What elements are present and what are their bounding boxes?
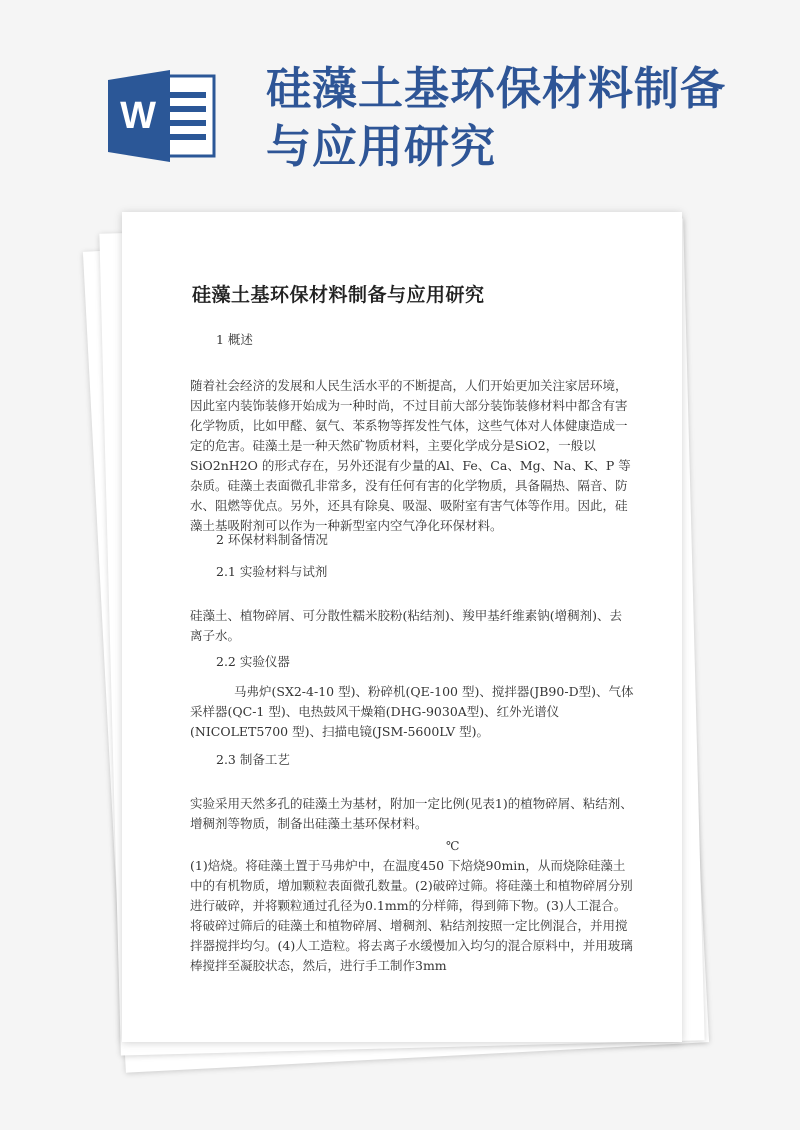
paragraph-overview: 随着社会经济的发展和人民生活水平的不断提高，人们开始更加关注家居环境，因此室内装饰装修开始成为一种时尚，不过目前大部分装饰装修材料中都含有害化学物质，比如甲醛、氨气、苯系物等挥发性气体，这些气体对人体健康造成一定的危害。硅藻土是一种天然矿物质材料，主要化学成分是SiO2，一般以SiO2nH2O 的形式存在，另外还混有少量的Al、Fe、Ca、Mg、Na、K、P 等杂质。硅藻土表面微孔非常多，没有任何有害的化学物质，具备隔热、隔音、防水、阻燃等优点。另外，还具有除臭、吸湿、吸附室有害气体等作用。因此，硅藻土基吸附剂可以作为一种新型室内空气净化环保材料。 <box>190 378 631 533</box>
paragraph-instruments: 马弗炉(SX2-4-10 型)、粉碎机(QE-100 型)、搅拌器(JB90-D型)、气体采样器(QC-1 型)、电热鼓风干燥箱(DHG-9030A型)、红外光谱仪(NICOLET5700 型)、扫描电镜(JSM-5600LV 型)。 <box>190 684 634 739</box>
word-document-icon <box>108 70 224 162</box>
banner-title: 硅藻土基环保材料制备与应用研究 <box>266 62 727 173</box>
degree-symbol: ℃ <box>446 839 460 853</box>
word-logo-letter: W <box>120 95 156 137</box>
document-page <box>122 212 682 1042</box>
section-heading-overview: 1 概述 <box>216 332 253 347</box>
paragraph-materials: 硅藻土、植物碎屑、可分散性糯米胶粉(粘结剂)、羧甲基纤维素钠(增稠剂)、去离子水。 <box>190 608 623 643</box>
document-title: 硅藻土基环保材料制备与应用研究 <box>192 284 485 306</box>
section-heading-instruments: 2.2 实验仪器 <box>216 654 290 669</box>
section-heading-process: 2.3 制备工艺 <box>216 752 290 767</box>
section-heading-materials: 2.1 实验材料与试剂 <box>216 564 328 579</box>
paragraph-process-steps: (1)焙烧。将硅藻土置于马弗炉中，在温度450 下焙烧90min，从而烧除硅藻土中的有机物质，增加颗粒表面微孔数量。(2)破碎过筛。将硅藻土和植物碎屑分别进行破碎，并将颗粒通过孔径为0.1mm的分样筛，得到筛下物。(3)人工混合。将破碎过筛后的硅藻土和植物碎屑、增稠剂、粘结剂按照一定比例混合，并用搅拌器搅拌均匀。(4)人工造粒。将去离子水缓慢加入均匀的混合原料中，并用玻璃棒搅拌至凝胶状态，然后，进行手工制作3mm <box>190 858 633 973</box>
paragraph-process-intro: 实验采用天然多孔的硅藻土为基材，附加一定比例(见表1)的植物碎屑、粘结剂、增稠剂等物质，制备出硅藻土基环保材料。 <box>190 796 633 831</box>
section-heading-preparation: 2 环保材料制备情况 <box>216 532 328 547</box>
